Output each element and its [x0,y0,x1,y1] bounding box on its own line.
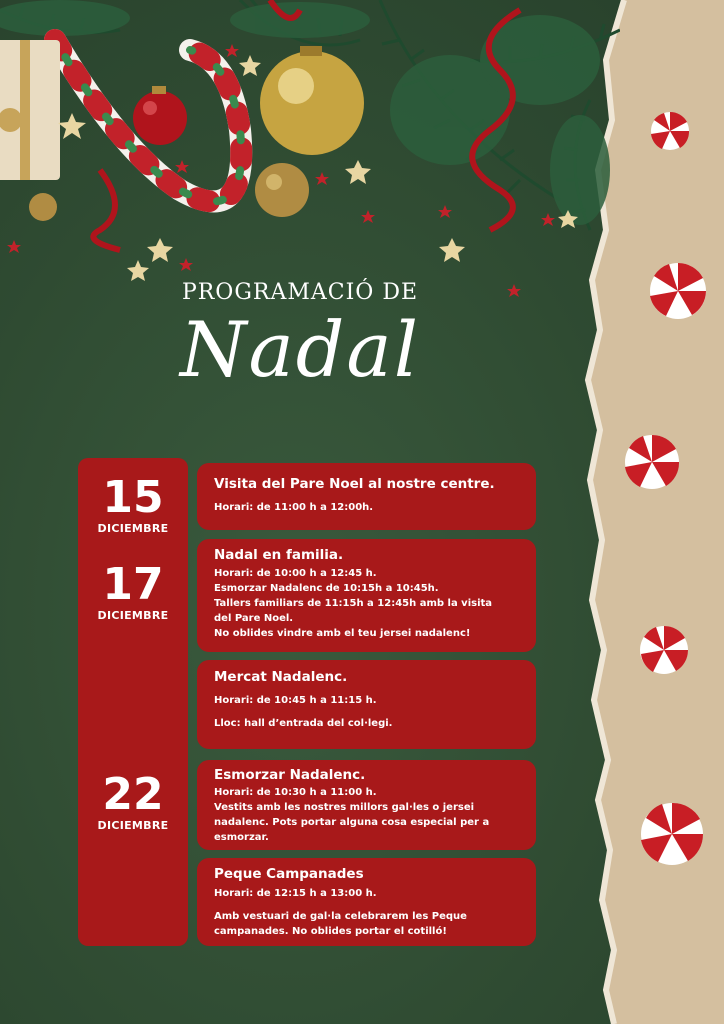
event-line: Vestits amb les nostres millors gal·les o jersei [214,802,475,813]
event-title: Nadal en familia. [214,547,344,563]
ornament-ball-icon [260,46,364,155]
event-card-mercat [197,660,536,749]
date-17 [78,561,188,622]
event-line: Lloc: hall d’entrada del col·legi. [214,718,393,729]
event-line: Horari: de 12:15 h a 13:00 h. [214,888,377,899]
title-nadal: Nadal [179,305,421,394]
event-line: campanades. No oblides portar el cotilló! [214,926,447,937]
event-line: esmorzar. [214,832,269,843]
event-line: Horari: de 10:00 h a 12:45 h. [214,568,377,579]
date-day: 17 [102,559,164,610]
date-day: 22 [102,769,164,820]
peppermint-candy-icon [650,263,706,319]
peppermint-candy-icon [651,112,689,150]
event-line: Esmorzar Nadalenc de 10:15h a 10:45h. [214,583,439,594]
event-line: No oblides vindre amb el teu jersei nadalenc! [214,628,471,639]
event-line: del Pare Noel. [214,613,294,624]
date-month: DICIEMBRE [97,522,169,535]
event-line: Amb vestuari de gal·la celebrarem les Peque [214,911,467,922]
event-title: Visita del Pare Noel al nostre centre. [214,476,495,492]
date-15 [78,474,188,535]
event-card-esmorzar [197,760,536,850]
date-day: 15 [102,472,164,523]
event-card-visita [197,463,536,530]
peppermint-candy-icon [625,435,679,489]
event-card-nadal-familia [197,539,536,652]
event-title: Mercat Nadalenc. [214,669,348,685]
ornament-ball-icon [255,163,309,217]
event-card-peque-campanades [197,858,536,946]
gift-box-icon [0,40,60,180]
date-22 [78,771,188,832]
title-programacio: PROGRAMACIÓ DE [181,280,419,305]
event-line: Horari: de 10:30 h a 11:00 h. [214,787,377,798]
date-month: DICIEMBRE [97,819,169,832]
event-line: Tallers familiars de 11:15h a 12:45h amb la visita [214,598,493,609]
ornament-ball-icon [29,193,57,221]
peppermint-candy-icon [640,626,688,674]
ornament-ball-icon [133,86,187,145]
peppermint-candy-icon [641,803,703,865]
event-title: Peque Campanades [214,866,364,882]
date-month: DICIEMBRE [97,609,169,622]
event-title: Esmorzar Nadalenc. [214,767,366,783]
christmas-decoration [0,0,620,300]
event-line: nadalenc. Pots portar alguna cosa especial per a [214,817,490,828]
event-line: Horari: de 11:00 h a 12:00h. [214,502,374,513]
event-line: Horari: de 10:45 h a 11:15 h. [214,695,377,706]
